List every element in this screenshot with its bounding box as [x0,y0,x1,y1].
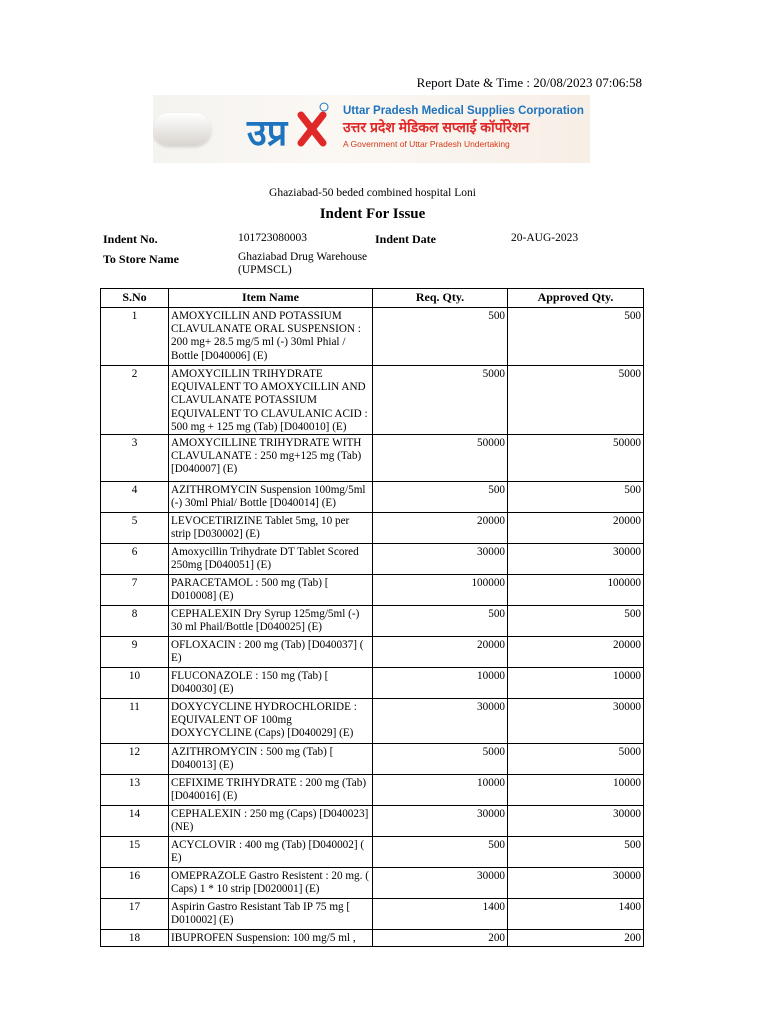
upmsc-banner [153,95,590,163]
cell-sno: 6 [101,544,169,575]
cell-approved-qty: 5000 [508,366,644,435]
table-row [101,575,644,606]
header-sno: S.No [101,289,169,308]
cell-approved-qty: 100000 [508,575,644,606]
indent-no-label: Indent No. [103,232,158,246]
cell-req-qty: 10000 [373,668,508,699]
cell-sno: 8 [101,606,169,637]
cell-item-name: Amoxycillin Trihydrate DT Tablet Scored 250mg [D040051] (E) [169,544,373,575]
cell-req-qty: 30000 [373,868,508,899]
cell-req-qty: 500 [373,606,508,637]
cell-approved-qty: 5000 [508,744,644,775]
cell-approved-qty: 20000 [508,637,644,668]
corporation-name-en: Uttar Pradesh Medical Supplies Corporation [343,105,584,117]
cell-item-name: CEFIXIME TRIHYDRATE : 200 mg (Tab) [D040016] (E) [169,775,373,806]
cell-req-qty: 100000 [373,575,508,606]
cell-sno: 16 [101,868,169,899]
cell-item-name: ACYCLOVIR : 400 mg (Tab) [D040002] ( E) [169,837,373,868]
table-row [101,668,644,699]
cell-item-name: OFLOXACIN : 200 mg (Tab) [D040037] ( E) [169,637,373,668]
table-row [101,806,644,837]
cell-approved-qty: 30000 [508,699,644,744]
cell-req-qty: 500 [373,837,508,868]
corporation-tagline: A Government of Uttar Pradesh Undertaking [343,139,510,149]
table-row [101,775,644,806]
cell-req-qty: 500 [373,482,508,513]
cell-item-name: AMOXYCILLIN AND POTASSIUM CLAVULANATE ORAL SUSPENSION : 200 mg+ 28.5 mg/5 ml (-) 30ml Phial / Bottle [D040006] (E) [169,308,373,366]
table-row [101,544,644,575]
cell-sno: 15 [101,837,169,868]
table-row [101,308,644,366]
indent-date-label: Indent Date [375,232,437,246]
cell-req-qty: 20000 [373,513,508,544]
cell-item-name: AMOXYCILLINE TRIHYDRATE WITH CLAVULANATE : 250 mg+125 mg (Tab) [D040007] (E) [169,435,373,482]
table-row [101,744,644,775]
cell-sno: 1 [101,308,169,366]
cell-sno: 2 [101,366,169,435]
cell-req-qty: 30000 [373,806,508,837]
cell-item-name: LEVOCETIRIZINE Tablet 5mg, 10 per strip [D030002] (E) [169,513,373,544]
cell-req-qty: 5000 [373,366,508,435]
cell-approved-qty: 1400 [508,899,644,930]
table-row [101,868,644,899]
svg-text:उप्र: उप्र [247,113,288,154]
cell-item-name: AZITHROMYCIN : 500 mg (Tab) [ D040013] (E) [169,744,373,775]
cell-item-name: AMOXYCILLIN TRIHYDRATE EQUIVALENT TO AMOXYCILLIN AND CLAVULANATE POTASSIUM EQUIVALENT TO CLAVULANIC ACID : 500 mg + 125 mg (Tab) [D040010] (E) [169,366,373,435]
cell-approved-qty: 500 [508,482,644,513]
tablet-pill-image [153,113,211,145]
indent-date-value: 20-AUG-2023 [511,232,579,244]
cell-req-qty: 5000 [373,744,508,775]
header-item-name: Item Name [169,289,373,308]
table-header-row [101,289,644,308]
cell-item-name: CEPHALEXIN Dry Syrup 125mg/5ml (-) 30 ml Phail/Bottle [D040025] (E) [169,606,373,637]
cell-sno: 14 [101,806,169,837]
cell-approved-qty: 10000 [508,668,644,699]
to-store-line-1: Ghaziabad Drug Warehouse [238,251,368,263]
cell-item-name: Aspirin Gastro Resistant Tab IP 75 mg [ D010002] (E) [169,899,373,930]
cell-req-qty: 50000 [373,435,508,482]
cell-item-name: IBUPROFEN Suspension: 100 mg/5 ml , [169,930,373,947]
table-row [101,366,644,435]
cell-req-qty: 10000 [373,775,508,806]
cell-sno: 7 [101,575,169,606]
cell-item-name: OMEPRAZOLE Gastro Resistent : 20 mg. ( Caps) 1 * 10 strip [D020001] (E) [169,868,373,899]
table-row [101,930,644,947]
indent-no-value: 101723080003 [238,232,307,244]
table-row [101,513,644,544]
cell-item-name: AZITHROMYCIN Suspension 100mg/5ml (-) 30ml Phial/ Bottle [D040014] (E) [169,482,373,513]
cell-sno: 12 [101,744,169,775]
table-row [101,435,644,482]
cell-sno: 5 [101,513,169,544]
cell-sno: 4 [101,482,169,513]
to-store-label: To Store Name [103,252,179,266]
report-datetime: Report Date & Time : 20/08/2023 07:06:58 [416,75,642,90]
cell-approved-qty: 10000 [508,775,644,806]
cell-approved-qty: 50000 [508,435,644,482]
table-row [101,899,644,930]
cell-item-name: CEPHALEXIN : 250 mg (Caps) [D040023] (NE) [169,806,373,837]
cell-sno: 9 [101,637,169,668]
table-body [101,308,644,947]
cell-sno: 3 [101,435,169,482]
cell-approved-qty: 20000 [508,513,644,544]
indent-items-table [100,288,644,947]
cell-approved-qty: 500 [508,837,644,868]
cell-sno: 17 [101,899,169,930]
cell-sno: 11 [101,699,169,744]
table-row [101,837,644,868]
table-row [101,637,644,668]
document-title: Indent For Issue [319,206,426,222]
cell-approved-qty: 500 [508,606,644,637]
table-row [101,699,644,744]
cell-sno: 18 [101,930,169,947]
cell-approved-qty: 30000 [508,544,644,575]
cell-req-qty: 30000 [373,544,508,575]
upmsc-logo-icon [245,99,329,159]
hospital-name: Ghaziabad-50 beded combined hospital Loni [269,187,476,199]
header-approved-qty: Approved Qty. [508,289,644,308]
cell-item-name: FLUCONAZOLE : 150 mg (Tab) [ D040030] (E) [169,668,373,699]
header-req-qty: Req. Qty. [373,289,508,308]
table-row [101,606,644,637]
cell-approved-qty: 30000 [508,806,644,837]
cell-item-name: DOXYCYCLINE HYDROCHLORIDE : EQUIVALENT OF 100mg DOXYCYCLINE (Caps) [D040029] (E) [169,699,373,744]
cell-req-qty: 200 [373,930,508,947]
cell-approved-qty: 200 [508,930,644,947]
cell-sno: 13 [101,775,169,806]
cell-sno: 10 [101,668,169,699]
cell-approved-qty: 30000 [508,868,644,899]
corporation-name-hi: उत्तर प्रदेश मेडिकल सप्लाई कॉर्पोरेशन [343,119,530,135]
cell-item-name: PARACETAMOL : 500 mg (Tab) [ D010008] (E) [169,575,373,606]
to-store-value [238,251,367,277]
cell-req-qty: 30000 [373,699,508,744]
cell-req-qty: 500 [373,308,508,366]
cell-req-qty: 20000 [373,637,508,668]
to-store-line-2: (UPMSCL) [238,264,292,276]
table-row [101,482,644,513]
cell-req-qty: 1400 [373,899,508,930]
cell-approved-qty: 500 [508,308,644,366]
